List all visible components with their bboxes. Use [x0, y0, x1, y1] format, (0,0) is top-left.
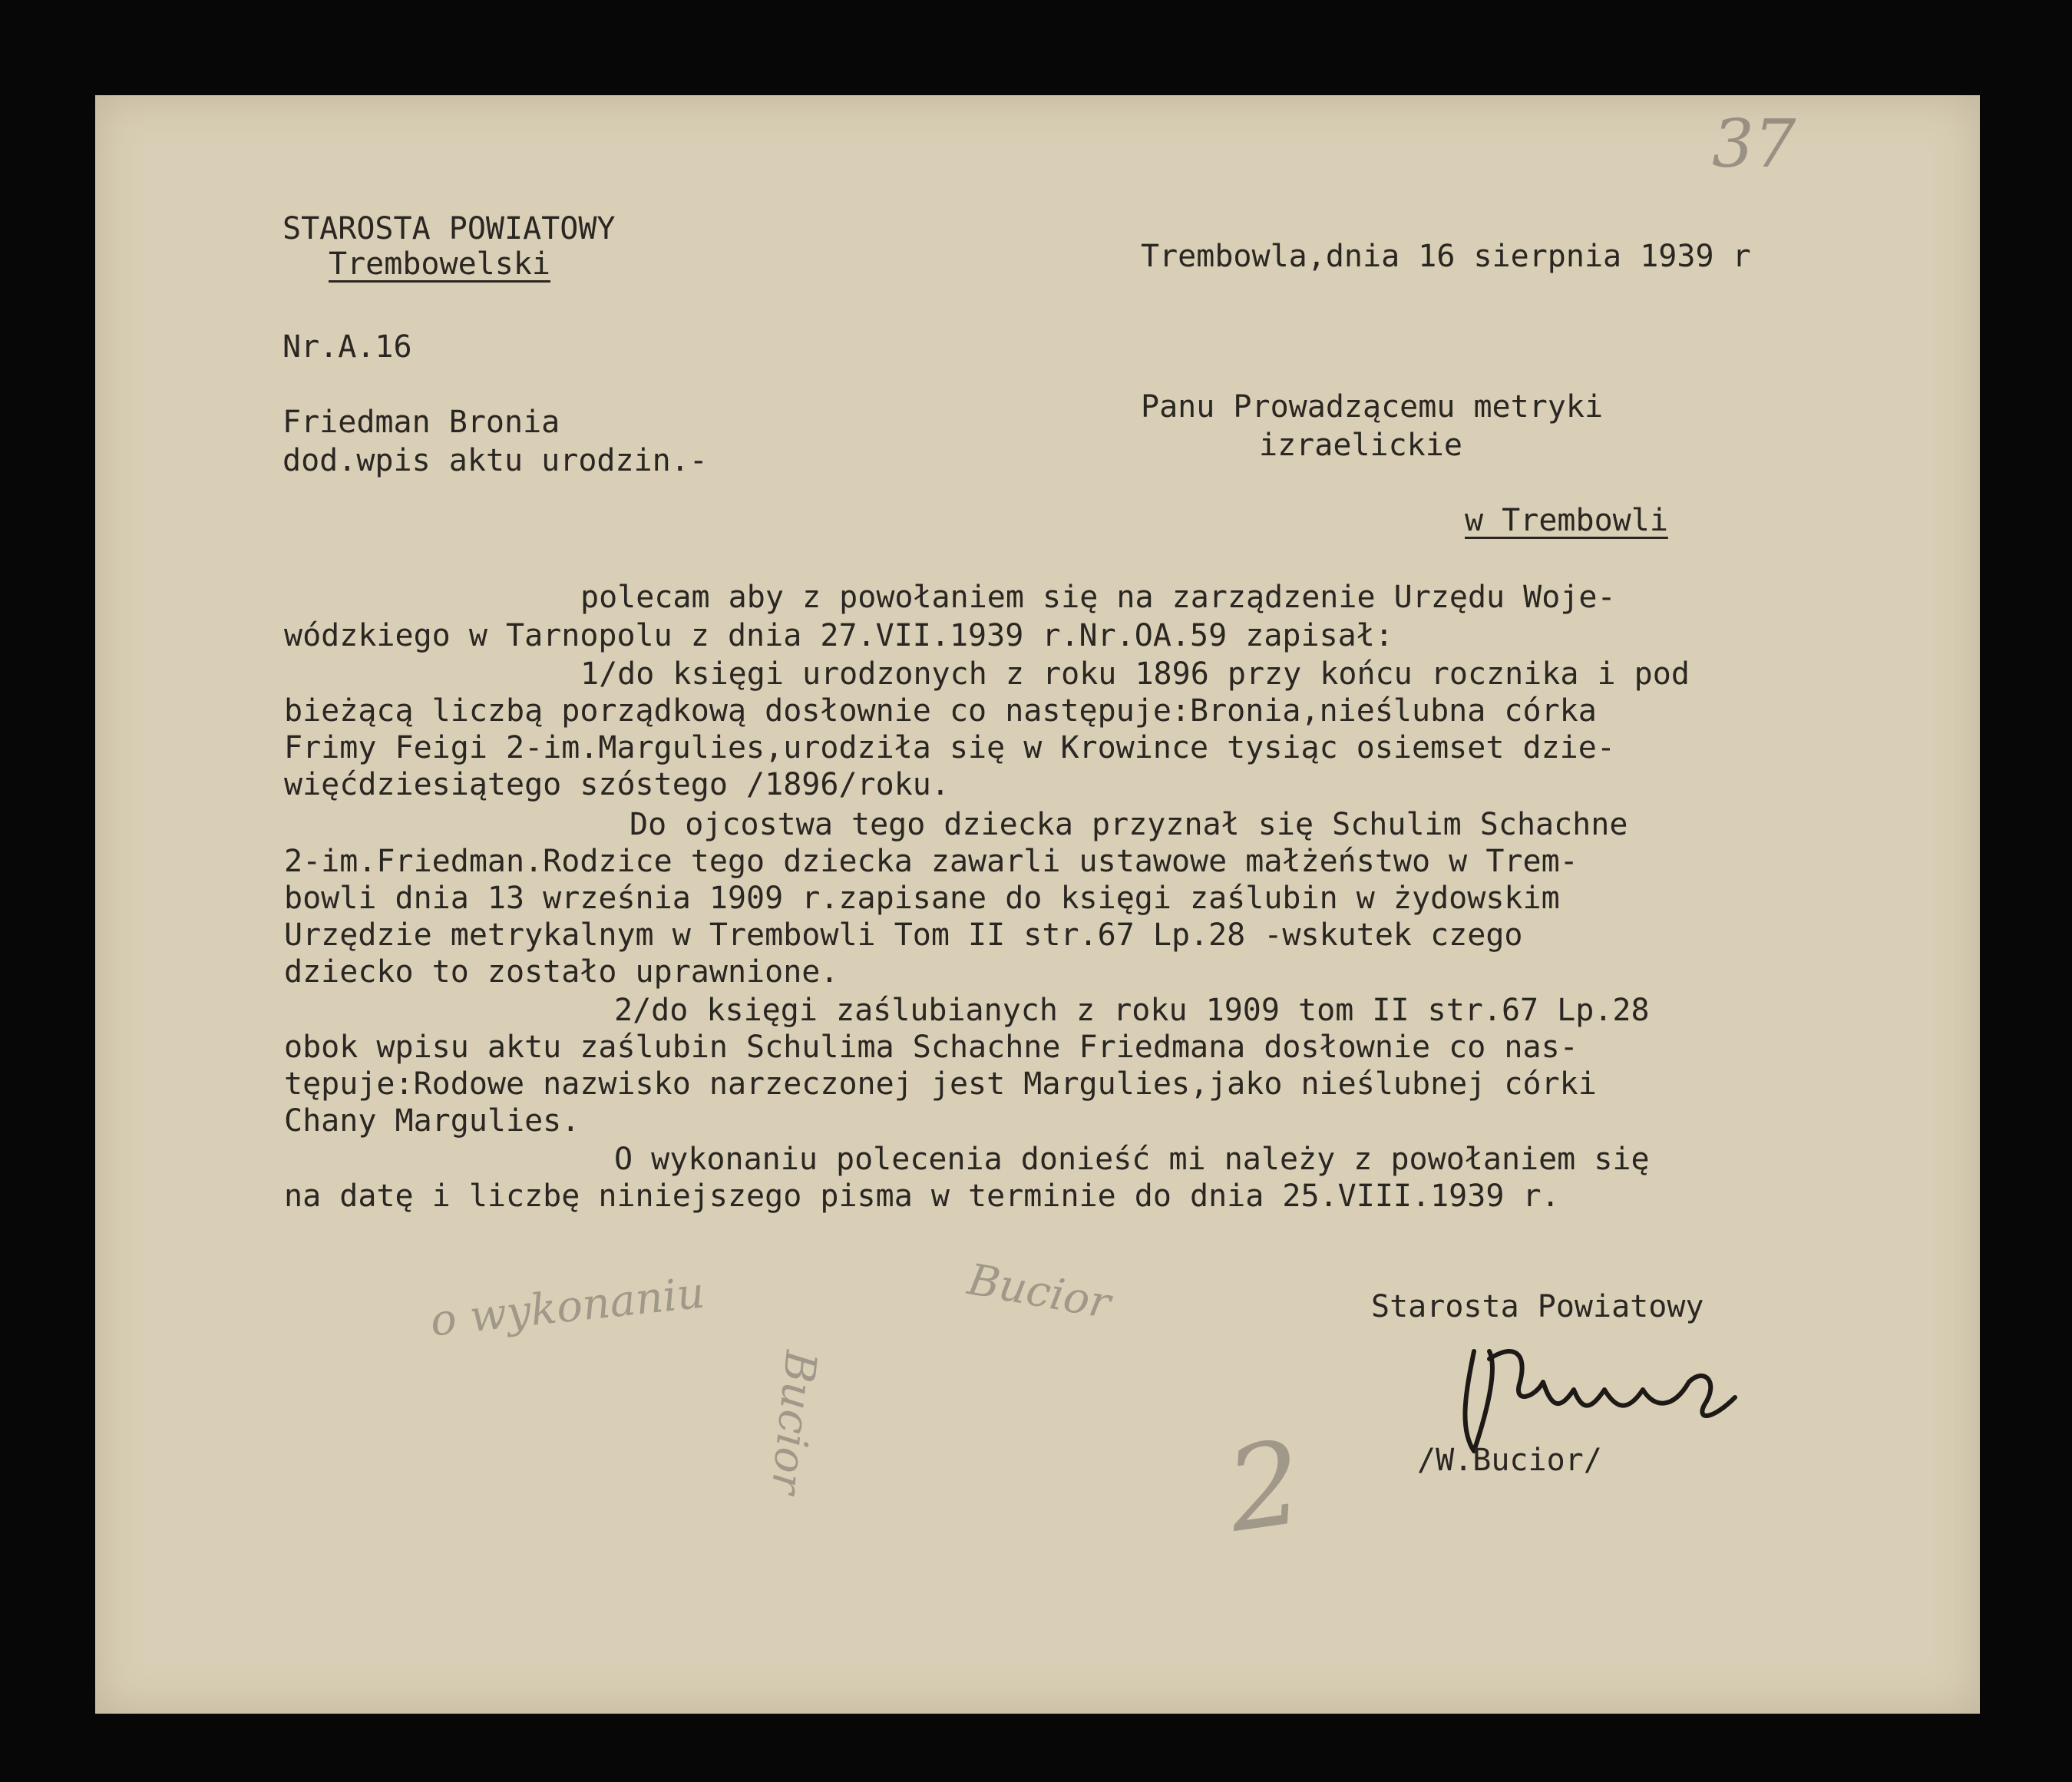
body-line-15: Chany Margulies.	[284, 1103, 580, 1139]
body-line-16: O wykonaniu polecenia donieść mi należy z powołaniem się	[614, 1142, 1650, 1177]
addressee-line-3: w Trembowli	[1465, 503, 1668, 538]
body-line-9: bowli dnia 13 września 1909 r.zapisane do księgi zaślubin w żydowskim	[284, 881, 1560, 915]
body-line-13: obok wpisu aktu zaślubin Schulima Schachne Friedmana dosłownie co nas-	[284, 1030, 1578, 1064]
pencil-note-3: Bucior	[761, 1348, 826, 1496]
body-line-10: Urzędzie metrykalnym w Trembowli Tom II str.67 Lp.28 -wskutek czego	[284, 917, 1523, 953]
body-line-7: Do ojcostwa tego dziecka przyznał się Schulim Schachne	[630, 807, 1628, 842]
body-line-3: 1/do księgi urodzonych z roku 1896 przy końcu rocznika i pod	[580, 656, 1690, 692]
body-line-6: więćdziesiątego szóstego /1896/roku.	[284, 767, 950, 802]
body-line-5: Frimy Feigi 2-im.Margulies,urodziła się w Krowince tysiąc osiemset dzie-	[284, 731, 1615, 765]
pencil-note-2: Bucior	[963, 1255, 1115, 1329]
signatory-name: /W.Bucior/	[1417, 1443, 1602, 1478]
body-line-11: dziecko to zostało uprawnione.	[284, 954, 839, 990]
body-line-8: 2-im.Friedman.Rodzice tego dziecka zawarli ustawowe małżeństwo w Trem-	[284, 845, 1578, 878]
reference-number: Nr.A.16	[283, 329, 412, 365]
office-district: Trembowelski	[329, 246, 550, 282]
page-number: 37	[1712, 106, 1796, 183]
place-date: Trembowla,dnia 16 sierpnia 1939 r	[1141, 240, 1751, 273]
signature-title: Starosta Powiatowy	[1371, 1289, 1704, 1324]
handwritten-signature	[1443, 1336, 1766, 1459]
body-line-12: 2/do księgi zaślubianych z roku 1909 tom II str.67 Lp.28	[614, 993, 1650, 1028]
subject-line-2: dod.wpis aktu urodzin.-	[283, 443, 708, 478]
subject-line-1: Friedman Bronia	[283, 405, 560, 440]
office-name: STAROSTA POWIATOWY	[283, 211, 616, 246]
addressee-line-2: izraelickie	[1259, 428, 1462, 463]
body-line-2: wódzkiego w Tarnopolu z dnia 27.VII.1939 r.Nr.OA.59 zapisał:	[284, 618, 1393, 653]
pencil-note-1: o wykonaniu	[428, 1268, 707, 1347]
body-line-14: tępuje:Rodowe nazwisko narzeczonej jest Margulies,jako nieślubnej córki	[284, 1067, 1597, 1101]
body-line-1: polecam aby z powołaniem się na zarządzenie Urzędu Woje-	[580, 580, 1616, 615]
body-line-17: na datę i liczbę niniejszego pisma w terminie do dnia 25.VIII.1939 r.	[284, 1179, 1560, 1213]
addressee-line-1: Panu Prowadzącemu metryki	[1141, 389, 1604, 425]
body-line-4: bieżącą liczbą porządkową dosłownie co następuje:Bronia,nieślubna córka	[284, 694, 1597, 728]
pencil-note-4: 2	[1219, 1416, 1311, 1559]
